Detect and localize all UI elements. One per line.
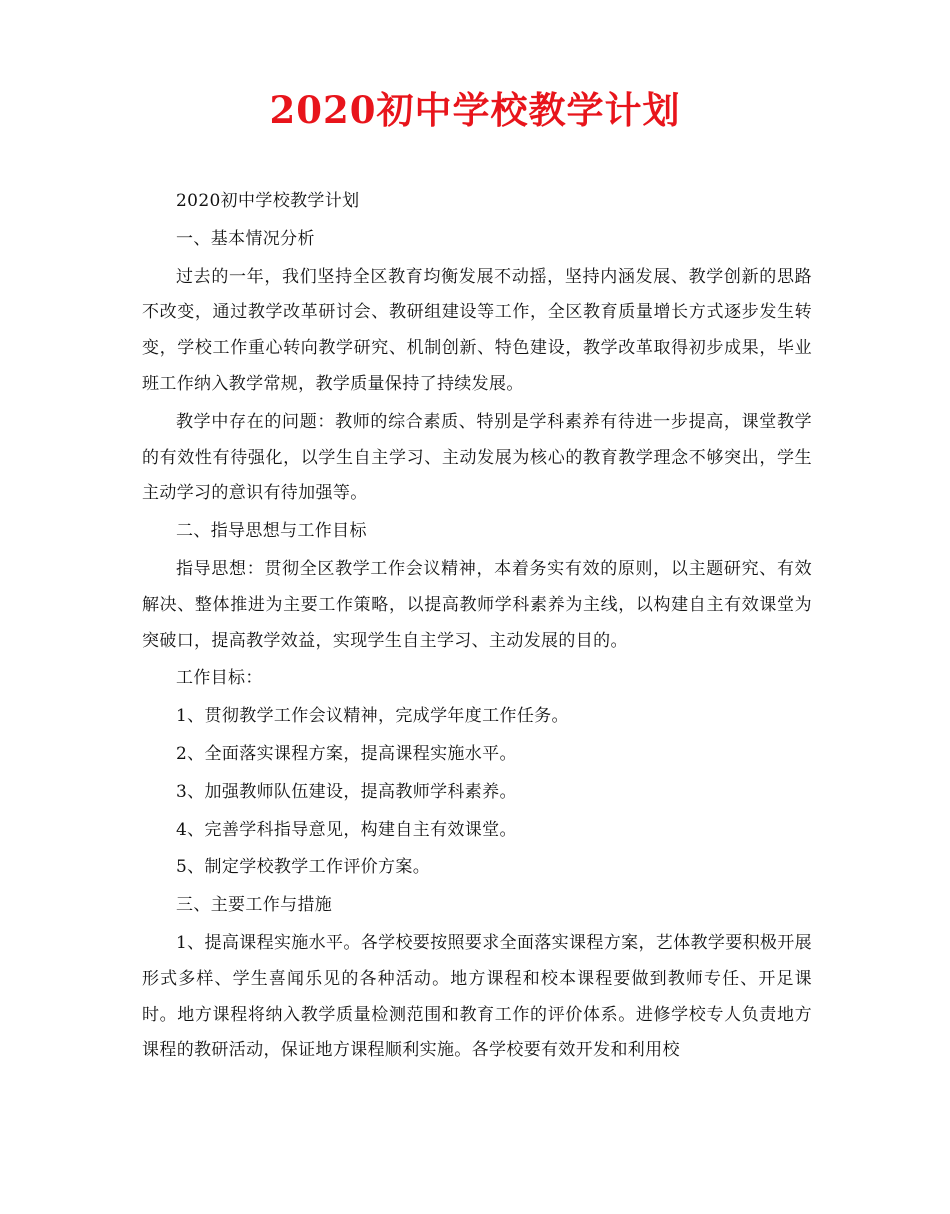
section-heading-1: 一、基本情况分析 [176, 228, 315, 249]
section-heading-2: 二、指导思想与工作目标 [176, 521, 367, 542]
paragraph-subtitle: 2020初中学校教学计划 [176, 191, 360, 211]
paragraph-curriculum: 1、提高课程实施水平。各学校要按照要求全面落实课程方案，艺体教学要积极开展形式多样、学生喜闻乐见的各种活动。地方课程和校本课程要做到教师专任、开足课时。地方课程将纳入教学质量检测范围和教育工作的评价体系。进修学校专人负责地方课程的教研活动，保证地方课程顺利实施。各学校要有效开发和利用校 [142, 932, 812, 1061]
document-body [142, 184, 812, 1071]
paragraph-guiding-thought: 指导思想：贯彻全区教学工作会议精神，本着务实有效的原则，以主题研究、有效解决、整体推进为主要工作策略，以提高教师学科素养为主线，以构建自主有效课堂为突破口，提高教学效益，实现学生自主学习、主动发展的目的。 [142, 558, 812, 651]
list-item-goal-1: 1、贯彻教学工作会议精神，完成学年度工作任务。 [176, 706, 569, 727]
list-item-goal-2: 2、全面落实课程方案，提高课程实施水平。 [176, 743, 517, 764]
paragraph-work-goals-label: 工作目标： [176, 668, 263, 689]
paragraph-past-year: 过去的一年，我们坚持全区教育均衡发展不动摇，坚持内涵发展、教学创新的思路不改变，通过教学改革研讨会、教研组建设等工作，全区教育质量增长方式逐步发生转变，学校工作重心转向教学研究、机制创新、特色建设，教学改革取得初步成果，毕业班工作纳入教学常规，教学质量保持了持续发展。 [142, 266, 812, 394]
paragraph-problems: 教学中存在的问题：教师的综合素质、特别是学科素养有待进一步提高，课堂教学的有效性有待强化，以学生自主学习、主动发展为核心的教育教学理念不够突出，学生主动学习的意识有待加强等。 [142, 411, 812, 504]
list-item-goal-3: 3、加强教师队伍建设，提高教师学科素养。 [176, 781, 517, 802]
document-title: 2020初中学校教学计划 [269, 88, 681, 132]
list-item-goal-4: 4、完善学科指导意见，构建自主有效课堂。 [176, 819, 517, 840]
section-heading-3: 三、主要工作与措施 [176, 895, 333, 916]
list-item-goal-5: 5、制定学校教学工作评价方案。 [176, 857, 431, 878]
